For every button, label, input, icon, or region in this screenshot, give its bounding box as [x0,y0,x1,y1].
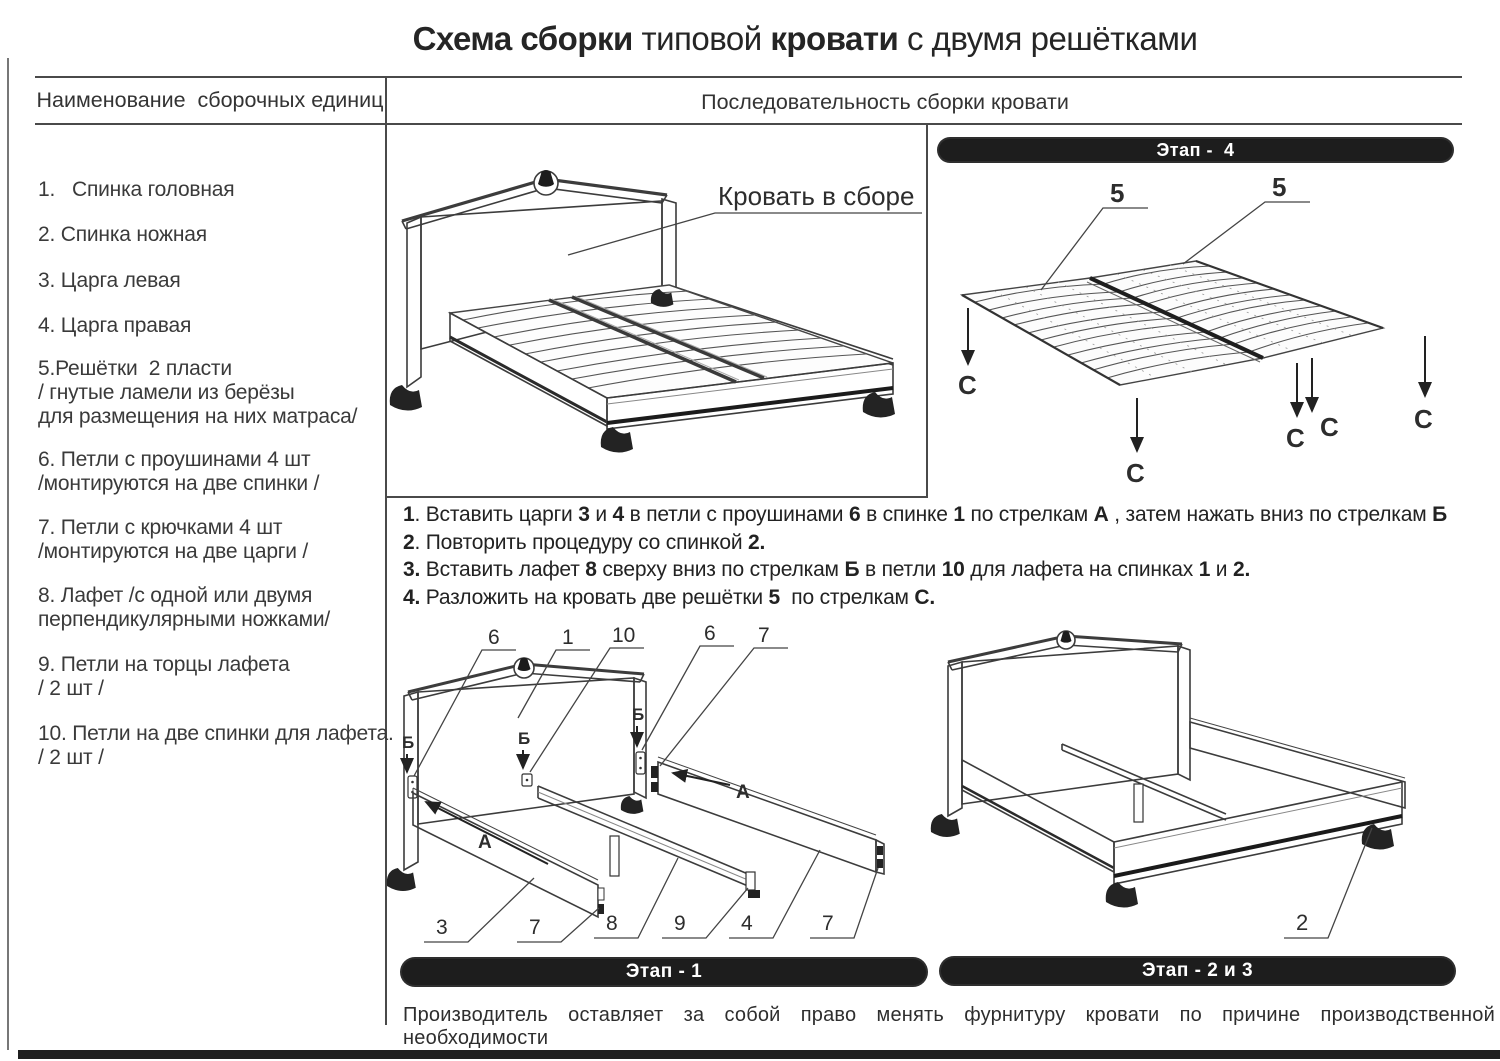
label-5-right: 5 [1272,172,1287,202]
part-5-label: 5.Решётки 2 пласти [38,357,232,380]
parts-list-item-3 [38,269,181,293]
slat-bases-drawing [962,261,1383,385]
assembled-box-bottom [385,496,928,498]
bed-frame-drawing [931,631,1405,908]
instruction-line-1 [403,503,1447,527]
part-callout-3: 3 [436,916,448,939]
part-8-label: 8. Лафет /с одной или двумя [38,584,313,607]
label-a-arrow: А [736,782,750,803]
instr-seg: 5 [768,586,781,609]
title-part: с двумя решётками [898,20,1198,57]
instr-seg: 4. [403,586,421,609]
stage23-badge: Этап - 2 и 3 [939,956,1456,986]
part-1-label: 1. Спинка головная [38,178,235,201]
instr-seg: 1 [1198,558,1211,581]
part-2-label: 2. Спинка ножная [38,223,207,246]
label-c-arrow: С [1286,423,1305,453]
part-callout-8: 8 [606,912,618,935]
parts-list-item-10 [38,722,394,770]
part-callout-4: 4 [741,912,753,935]
instr-seg: 1 [403,503,415,526]
footer-disclaimer: Производитель оставляет за собой право менять фурнитуру кровати по причине производственной необходимости [403,1004,1495,1049]
instr-seg: Разложить на кровать две решётки [420,586,769,609]
stage4-badge: Этап - 4 [937,137,1454,163]
parts-list-item-5 [38,357,357,429]
instr-seg: А [1093,503,1109,526]
instr-seg: 10 [941,558,965,581]
label-b-arrow: Б [632,705,645,724]
parts-list-item-9 [38,653,290,701]
part-callout-7d: 7 [822,912,834,935]
part-8-note: перпендикулярными ножками/ [38,608,331,631]
stage23-callouts [1284,828,1372,938]
part-10-note: / 2 шт / [38,746,104,769]
page-bottom-strip [18,1050,1500,1059]
instr-seg: для лафета на спинках [964,558,1199,581]
part-5-note2: для размещения на них матраса/ [38,405,358,428]
title-part: кровати [770,20,899,57]
title-part: типовой [632,20,771,57]
label-c-arrow: С [1126,458,1145,488]
part-9-note: / 2 шт / [38,677,104,700]
instr-seg: Б [1432,503,1448,526]
label-b-arrow: Б [402,733,415,752]
right-column-header: Последовательность сборки кровати [701,90,1069,114]
instr-seg: 2 [403,531,415,554]
instr-seg: . Вставить царги [414,503,579,526]
part-7-label: 7. Петли с крючками 4 шт [38,516,283,539]
assembled-box-right [926,123,928,498]
stage1-callouts [402,622,878,942]
parts-list-item-4 [38,314,191,338]
instr-seg: 1 [953,503,965,526]
instr-seg: 3. [403,558,421,581]
instr-seg: в петли [859,558,942,581]
instr-seg: в петли с проушинами [624,503,849,526]
parts-list-item-8 [38,584,330,632]
part-callout-7c: 7 [529,916,541,939]
part-6-note: /монтируются на две спинки / [38,472,320,495]
stage1-badge: Этап - 1 [400,957,928,987]
instruction-line-3 [403,558,1250,582]
label-a-arrow: А [478,832,492,853]
instruction-line-4 [403,586,935,610]
part-6-label: 6. Петли с проушинами 4 шт [38,448,311,471]
part-9-label: 9. Петли на торцы лафета [38,653,290,676]
instr-seg: С. [914,586,936,609]
instr-seg: сверху вниз по стрелкам [596,558,845,581]
instr-seg: по стрелкам [780,586,915,609]
instr-seg: 8 [585,558,597,581]
parts-list-item-7 [38,516,308,564]
label-c-arrow: С [1320,412,1339,442]
instr-seg: , затем нажать вниз по стрелкам [1108,503,1433,526]
instr-seg: и [589,503,613,526]
parts-list-item-2 [38,223,207,247]
instr-seg: Вставить лафет [420,558,586,581]
part-callout-6: 6 [488,626,500,649]
stage23-diagram [940,616,1460,956]
instr-seg: . Повторить процедуру со спинкой [414,531,749,554]
stage1-diagram [396,616,931,958]
page-left-border [7,58,9,1050]
part-4-label: 4. Царга правая [38,314,192,337]
part-callout-7: 7 [758,624,770,647]
label-5-left: 5 [1110,178,1125,208]
instr-seg: 2. [1232,558,1251,581]
part-callout-6b: 6 [704,622,716,645]
parts-list-item-6 [38,448,319,496]
instr-seg: по стрелкам [964,503,1094,526]
part-5-note1: / гнутые ламели из берёзы [38,381,295,404]
title-underline [35,76,1462,78]
part-10-label: 10. Петли на две спинки для лафета. [38,722,394,745]
part-callout-2: 2 [1296,910,1309,935]
assembled-bed-drawing [390,170,922,453]
instr-seg: 6 [848,503,861,526]
title-part: Схема сборки [412,20,633,57]
stage4-diagram [938,166,1460,496]
part-7-note: /монтируются на две царги / [38,540,309,563]
assembled-bed-diagram [386,125,926,496]
left-column-header: Наименование сборочных единиц [36,88,384,112]
label-c-arrow: С [958,370,977,400]
label-c-arrow: С [1414,404,1433,434]
label-b-arrow: Б [518,729,531,748]
instr-seg: и [1210,558,1233,581]
instr-seg: 2. [748,531,766,554]
parts-list-item-1 [38,178,234,202]
instr-seg: Б [844,558,860,581]
instr-seg: 4 [612,503,624,526]
page-title [120,20,1490,58]
part-callout-1: 1 [562,626,574,649]
part-3-label: 3. Царга левая [38,269,181,292]
instr-seg: в спинке [860,503,954,526]
headboard-drawing [387,658,646,892]
instruction-line-2 [403,531,765,555]
part-callout-9: 9 [674,912,686,935]
part-callout-10: 10 [612,624,636,647]
instr-seg: 3 [578,503,590,526]
assembled-bed-label: Кровать в сборе [718,181,915,211]
